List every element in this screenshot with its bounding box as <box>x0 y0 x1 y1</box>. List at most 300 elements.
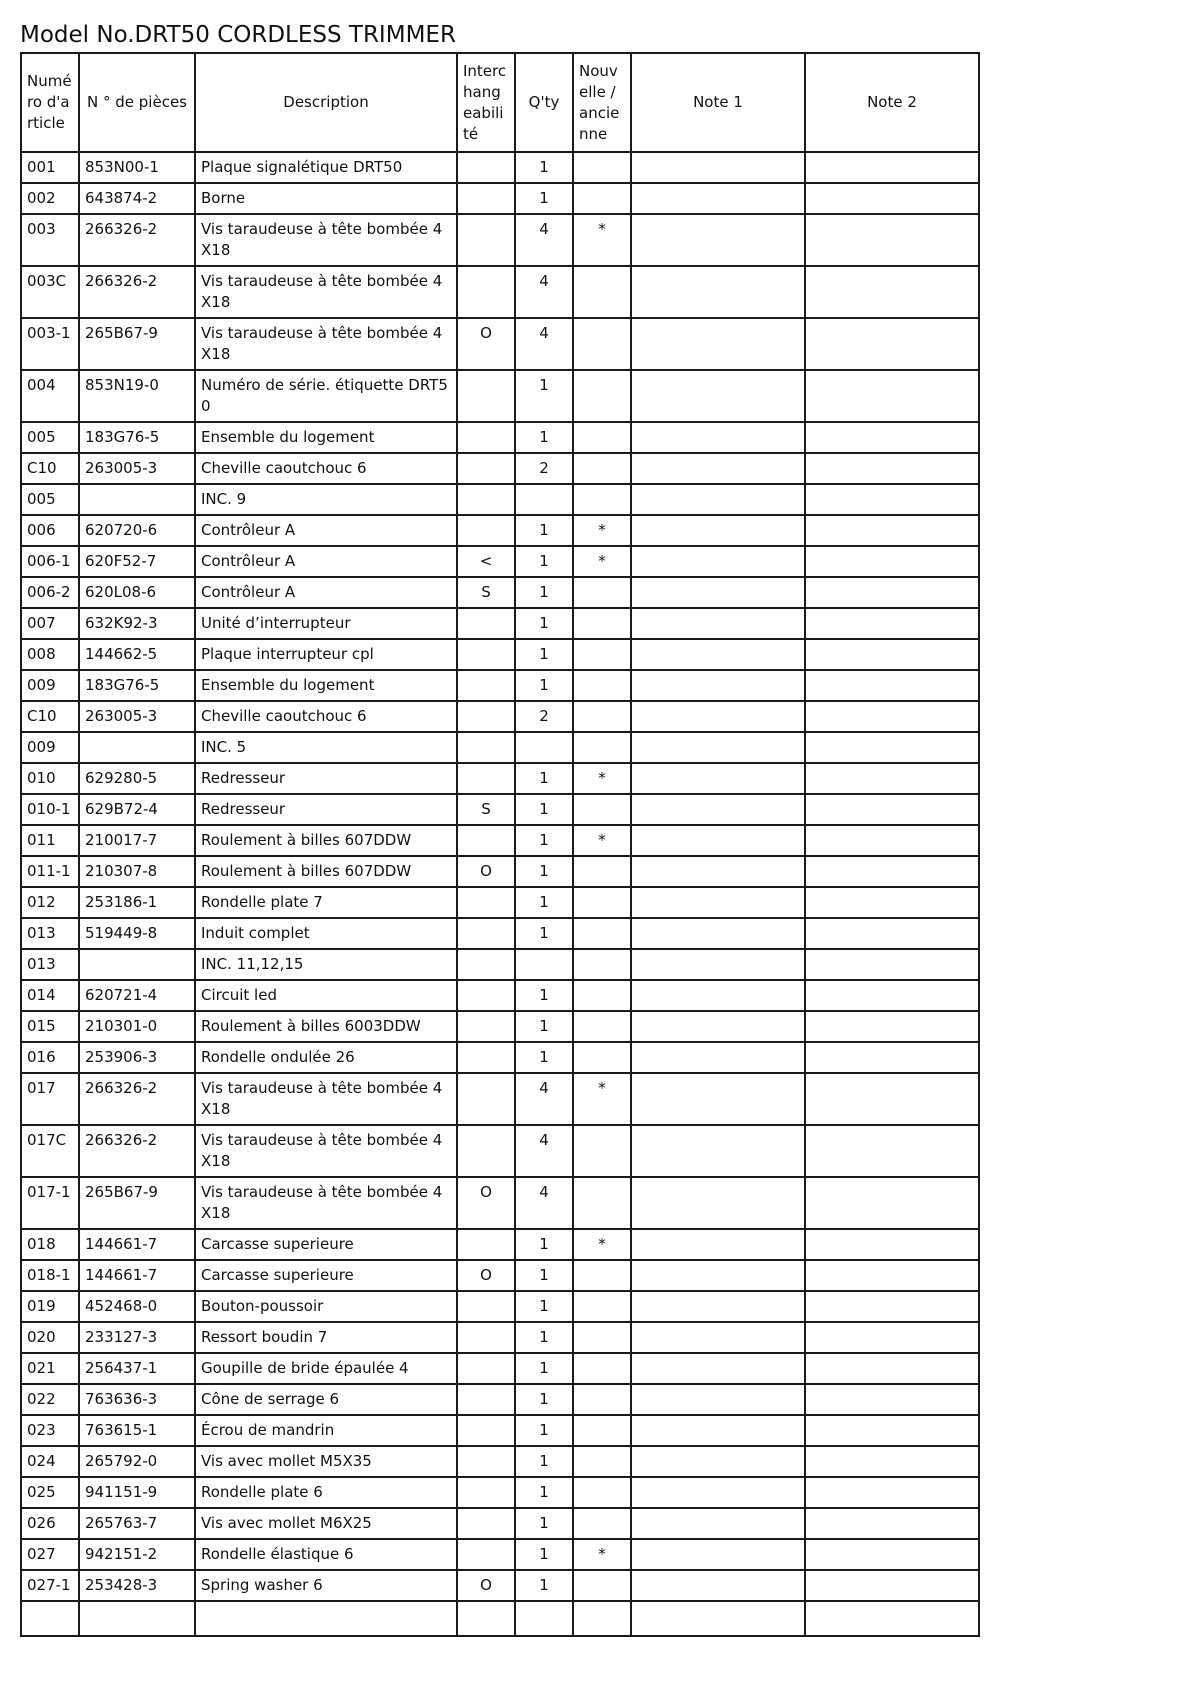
note-1-cell <box>631 1353 805 1384</box>
table-row <box>21 1260 979 1291</box>
table-row <box>21 453 979 484</box>
part-number-cell: 233127-3 <box>79 1322 195 1353</box>
table-row <box>21 608 979 639</box>
new-old-cell <box>573 577 631 608</box>
header-note-1: Note 1 <box>631 53 805 152</box>
part-number-cell: 256437-1 <box>79 1353 195 1384</box>
table-row <box>21 152 979 183</box>
item-number-cell: 023 <box>21 1415 79 1446</box>
table-row <box>21 1570 979 1601</box>
item-number-cell: 019 <box>21 1291 79 1322</box>
new-old-cell <box>573 1477 631 1508</box>
table-row <box>21 1073 979 1125</box>
interchangeability-cell <box>457 214 515 266</box>
item-number-cell: 003 <box>21 214 79 266</box>
interchangeability-cell <box>457 1011 515 1042</box>
part-number-cell <box>79 484 195 515</box>
quantity-cell <box>515 484 573 515</box>
part-number-cell <box>79 732 195 763</box>
item-number-cell: 021 <box>21 1353 79 1384</box>
note-2-cell <box>805 1384 979 1415</box>
note-1-cell <box>631 515 805 546</box>
table-row <box>21 484 979 515</box>
note-1-cell <box>631 732 805 763</box>
table-header-row <box>21 53 979 152</box>
header-new-old: Nouvelle / ancienne <box>573 53 631 152</box>
note-2-cell <box>805 918 979 949</box>
note-1-cell <box>631 370 805 422</box>
note-1-cell <box>631 152 805 183</box>
quantity-cell: 1 <box>515 422 573 453</box>
quantity-cell: 4 <box>515 1177 573 1229</box>
new-old-cell <box>573 639 631 670</box>
table-row <box>21 1477 979 1508</box>
note-2-cell <box>805 1260 979 1291</box>
item-number-cell <box>21 1601 79 1636</box>
interchangeability-cell: O <box>457 1177 515 1229</box>
quantity-cell: 1 <box>515 918 573 949</box>
description-cell: Carcasse superieure <box>195 1260 457 1291</box>
item-number-cell: 013 <box>21 949 79 980</box>
new-old-cell <box>573 1177 631 1229</box>
note-1-cell <box>631 980 805 1011</box>
note-1-cell <box>631 214 805 266</box>
item-number-cell: 012 <box>21 887 79 918</box>
quantity-cell: 1 <box>515 1446 573 1477</box>
note-1-cell <box>631 887 805 918</box>
description-cell: Contrôleur A <box>195 515 457 546</box>
interchangeability-cell <box>457 183 515 214</box>
interchangeability-cell <box>457 1353 515 1384</box>
quantity-cell <box>515 732 573 763</box>
part-number-cell: 266326-2 <box>79 266 195 318</box>
table-row <box>21 732 979 763</box>
table-row <box>21 1125 979 1177</box>
interchangeability-cell <box>457 1322 515 1353</box>
new-old-cell <box>573 1508 631 1539</box>
note-1-cell <box>631 639 805 670</box>
table-row <box>21 794 979 825</box>
table-row <box>21 515 979 546</box>
header-note-2: Note 2 <box>805 53 979 152</box>
description-cell: Rondelle plate 6 <box>195 1477 457 1508</box>
note-2-cell <box>805 980 979 1011</box>
note-1-cell <box>631 546 805 577</box>
description-cell: Plaque signalétique DRT50 <box>195 152 457 183</box>
new-old-cell <box>573 980 631 1011</box>
part-number-cell: 265B67-9 <box>79 318 195 370</box>
new-old-cell: * <box>573 1539 631 1570</box>
quantity-cell: 1 <box>515 1508 573 1539</box>
note-1-cell <box>631 825 805 856</box>
interchangeability-cell <box>457 1384 515 1415</box>
part-number-cell: 265B67-9 <box>79 1177 195 1229</box>
description-cell: Ensemble du logement <box>195 670 457 701</box>
part-number-cell: 620721-4 <box>79 980 195 1011</box>
note-1-cell <box>631 1477 805 1508</box>
interchangeability-cell <box>457 1073 515 1125</box>
quantity-cell: 1 <box>515 183 573 214</box>
item-number-cell: 005 <box>21 484 79 515</box>
new-old-cell <box>573 453 631 484</box>
note-1-cell <box>631 1384 805 1415</box>
interchangeability-cell <box>457 152 515 183</box>
note-1-cell <box>631 1011 805 1042</box>
new-old-cell: * <box>573 515 631 546</box>
item-number-cell: 010 <box>21 763 79 794</box>
note-2-cell <box>805 639 979 670</box>
quantity-cell: 1 <box>515 887 573 918</box>
note-2-cell <box>805 1177 979 1229</box>
quantity-cell: 1 <box>515 1415 573 1446</box>
note-2-cell <box>805 422 979 453</box>
note-2-cell <box>805 1601 979 1636</box>
note-1-cell <box>631 1260 805 1291</box>
quantity-cell: 1 <box>515 763 573 794</box>
new-old-cell <box>573 318 631 370</box>
note-2-cell <box>805 1570 979 1601</box>
new-old-cell: * <box>573 214 631 266</box>
interchangeability-cell: O <box>457 856 515 887</box>
part-number-cell: 144661-7 <box>79 1260 195 1291</box>
header-interchangeability: Interchangeabilité <box>457 53 515 152</box>
quantity-cell: 1 <box>515 670 573 701</box>
description-cell: Borne <box>195 183 457 214</box>
item-number-cell: 013 <box>21 918 79 949</box>
item-number-cell: 006 <box>21 515 79 546</box>
item-number-cell: 002 <box>21 183 79 214</box>
note-2-cell <box>805 152 979 183</box>
interchangeability-cell <box>457 1508 515 1539</box>
document-title: Model No.DRT50 CORDLESS TRIMMER <box>20 22 456 48</box>
item-number-cell: C10 <box>21 701 79 732</box>
item-number-cell: 011 <box>21 825 79 856</box>
part-number-cell: 266326-2 <box>79 1125 195 1177</box>
quantity-cell: 1 <box>515 577 573 608</box>
new-old-cell <box>573 887 631 918</box>
new-old-cell <box>573 608 631 639</box>
item-number-cell: 025 <box>21 1477 79 1508</box>
note-1-cell <box>631 1291 805 1322</box>
interchangeability-cell <box>457 422 515 453</box>
part-number-cell: 144662-5 <box>79 639 195 670</box>
item-number-cell: 014 <box>21 980 79 1011</box>
item-number-cell: 020 <box>21 1322 79 1353</box>
item-number-cell: 017-1 <box>21 1177 79 1229</box>
header-part-no: N ° de pièces <box>79 53 195 152</box>
interchangeability-cell <box>457 1415 515 1446</box>
description-cell: Carcasse superieure <box>195 1229 457 1260</box>
description-cell: Bouton-poussoir <box>195 1291 457 1322</box>
new-old-cell: * <box>573 763 631 794</box>
new-old-cell <box>573 732 631 763</box>
note-1-cell <box>631 1446 805 1477</box>
item-number-cell: 027-1 <box>21 1570 79 1601</box>
table-row <box>21 546 979 577</box>
note-1-cell <box>631 1229 805 1260</box>
interchangeability-cell <box>457 949 515 980</box>
interchangeability-cell <box>457 515 515 546</box>
note-2-cell <box>805 318 979 370</box>
part-number-cell: 253906-3 <box>79 1042 195 1073</box>
note-2-cell <box>805 1477 979 1508</box>
quantity-cell: 1 <box>515 152 573 183</box>
description-cell: INC. 5 <box>195 732 457 763</box>
note-1-cell <box>631 918 805 949</box>
description-cell: Cheville caoutchouc 6 <box>195 701 457 732</box>
quantity-cell: 4 <box>515 214 573 266</box>
part-number-cell: 643874-2 <box>79 183 195 214</box>
description-cell: Écrou de mandrin <box>195 1415 457 1446</box>
item-number-cell: 005 <box>21 422 79 453</box>
part-number-cell: 253186-1 <box>79 887 195 918</box>
note-2-cell <box>805 1229 979 1260</box>
quantity-cell: 1 <box>515 1229 573 1260</box>
quantity-cell: 1 <box>515 1322 573 1353</box>
new-old-cell: * <box>573 546 631 577</box>
note-1-cell <box>631 670 805 701</box>
quantity-cell: 1 <box>515 546 573 577</box>
table-row <box>21 1229 979 1260</box>
part-number-cell: 941151-9 <box>79 1477 195 1508</box>
new-old-cell <box>573 1353 631 1384</box>
new-old-cell <box>573 1415 631 1446</box>
part-number-cell: 620720-6 <box>79 515 195 546</box>
description-cell: Contrôleur A <box>195 546 457 577</box>
note-2-cell <box>805 577 979 608</box>
note-1-cell <box>631 183 805 214</box>
interchangeability-cell <box>457 980 515 1011</box>
description-cell: Vis taraudeuse à tête bombée 4X18 <box>195 1177 457 1229</box>
note-1-cell <box>631 608 805 639</box>
note-1-cell <box>631 794 805 825</box>
quantity-cell: 1 <box>515 515 573 546</box>
note-2-cell <box>805 1508 979 1539</box>
table-row <box>21 1539 979 1570</box>
table-row <box>21 1415 979 1446</box>
interchangeability-cell <box>457 1477 515 1508</box>
note-2-cell <box>805 701 979 732</box>
note-1-cell <box>631 1539 805 1570</box>
new-old-cell <box>573 1384 631 1415</box>
new-old-cell <box>573 701 631 732</box>
new-old-cell <box>573 1011 631 1042</box>
item-number-cell: 008 <box>21 639 79 670</box>
interchangeability-cell <box>457 887 515 918</box>
note-1-cell <box>631 1177 805 1229</box>
interchangeability-cell <box>457 918 515 949</box>
quantity-cell: 1 <box>515 608 573 639</box>
new-old-cell <box>573 918 631 949</box>
quantity-cell: 4 <box>515 1073 573 1125</box>
quantity-cell: 4 <box>515 266 573 318</box>
part-number-cell: 253428-3 <box>79 1570 195 1601</box>
note-2-cell <box>805 183 979 214</box>
part-number-cell: 183G76-5 <box>79 670 195 701</box>
new-old-cell <box>573 1446 631 1477</box>
note-1-cell <box>631 1415 805 1446</box>
table-row <box>21 1353 979 1384</box>
item-number-cell: 006-2 <box>21 577 79 608</box>
interchangeability-cell <box>457 825 515 856</box>
part-number-cell: 853N00-1 <box>79 152 195 183</box>
quantity-cell: 1 <box>515 639 573 670</box>
interchangeability-cell <box>457 484 515 515</box>
table-row <box>21 949 979 980</box>
note-2-cell <box>805 214 979 266</box>
part-number-cell: 629B72-4 <box>79 794 195 825</box>
description-cell: Roulement à billes 6003DDW <box>195 1011 457 1042</box>
new-old-cell <box>573 152 631 183</box>
new-old-cell <box>573 949 631 980</box>
quantity-cell <box>515 949 573 980</box>
note-1-cell <box>631 856 805 887</box>
table-row <box>21 422 979 453</box>
item-number-cell: 017 <box>21 1073 79 1125</box>
table-row <box>21 1177 979 1229</box>
quantity-cell: 1 <box>515 980 573 1011</box>
item-number-cell: 024 <box>21 1446 79 1477</box>
part-number-cell: 210017-7 <box>79 825 195 856</box>
note-2-cell <box>805 484 979 515</box>
note-2-cell <box>805 1011 979 1042</box>
note-1-cell <box>631 763 805 794</box>
table-row <box>21 1508 979 1539</box>
description-cell: Numéro de série. étiquette DRT50 <box>195 370 457 422</box>
interchangeability-cell <box>457 1446 515 1477</box>
description-cell: Roulement à billes 607DDW <box>195 856 457 887</box>
note-2-cell <box>805 608 979 639</box>
description-cell: Cheville caoutchouc 6 <box>195 453 457 484</box>
note-2-cell <box>805 266 979 318</box>
item-number-cell: 017C <box>21 1125 79 1177</box>
quantity-cell: 1 <box>515 856 573 887</box>
quantity-cell: 1 <box>515 1539 573 1570</box>
item-number-cell: C10 <box>21 453 79 484</box>
interchangeability-cell <box>457 1601 515 1636</box>
interchangeability-cell: S <box>457 794 515 825</box>
note-1-cell <box>631 1570 805 1601</box>
note-2-cell <box>805 1125 979 1177</box>
note-2-cell <box>805 515 979 546</box>
note-1-cell <box>631 422 805 453</box>
description-cell: Vis taraudeuse à tête bombée 4X18 <box>195 1073 457 1125</box>
interchangeability-cell: < <box>457 546 515 577</box>
quantity-cell: 1 <box>515 1384 573 1415</box>
interchangeability-cell <box>457 1539 515 1570</box>
part-number-cell: 263005-3 <box>79 701 195 732</box>
quantity-cell: 1 <box>515 1477 573 1508</box>
part-number-cell: 265792-0 <box>79 1446 195 1477</box>
item-number-cell: 009 <box>21 732 79 763</box>
note-2-cell <box>805 1415 979 1446</box>
part-number-cell: 519449-8 <box>79 918 195 949</box>
interchangeability-cell <box>457 701 515 732</box>
part-number-cell: 144661-7 <box>79 1229 195 1260</box>
interchangeability-cell <box>457 370 515 422</box>
table-row <box>21 266 979 318</box>
part-number-cell: 620L08-6 <box>79 577 195 608</box>
description-cell: Vis avec mollet M5X35 <box>195 1446 457 1477</box>
part-number-cell: 266326-2 <box>79 1073 195 1125</box>
table-row <box>21 1446 979 1477</box>
new-old-cell <box>573 183 631 214</box>
description-cell: Vis taraudeuse à tête bombée 4X18 <box>195 318 457 370</box>
part-number-cell: 183G76-5 <box>79 422 195 453</box>
new-old-cell <box>573 1260 631 1291</box>
description-cell: Rondelle plate 7 <box>195 887 457 918</box>
table-row <box>21 1042 979 1073</box>
header-item-no: Numéro d'article <box>21 53 79 152</box>
table-row <box>21 639 979 670</box>
item-number-cell: 011-1 <box>21 856 79 887</box>
description-cell: Redresseur <box>195 763 457 794</box>
note-2-cell <box>805 887 979 918</box>
note-2-cell <box>805 1073 979 1125</box>
table-row <box>21 370 979 422</box>
note-1-cell <box>631 1601 805 1636</box>
quantity-cell: 1 <box>515 1291 573 1322</box>
description-cell: Vis taraudeuse à tête bombée 4X18 <box>195 214 457 266</box>
table-row <box>21 1011 979 1042</box>
quantity-cell: 1 <box>515 825 573 856</box>
interchangeability-cell: O <box>457 1260 515 1291</box>
quantity-cell: 1 <box>515 1570 573 1601</box>
description-cell: Vis taraudeuse à tête bombée 4X18 <box>195 1125 457 1177</box>
table-row <box>21 825 979 856</box>
description-cell: Roulement à billes 607DDW <box>195 825 457 856</box>
note-2-cell <box>805 670 979 701</box>
new-old-cell <box>573 856 631 887</box>
description-cell: Ressort boudin 7 <box>195 1322 457 1353</box>
new-old-cell: * <box>573 1073 631 1125</box>
item-number-cell: 003-1 <box>21 318 79 370</box>
item-number-cell: 001 <box>21 152 79 183</box>
part-number-cell: 210307-8 <box>79 856 195 887</box>
table-row <box>21 318 979 370</box>
part-number-cell: 210301-0 <box>79 1011 195 1042</box>
interchangeability-cell <box>457 1291 515 1322</box>
new-old-cell: * <box>573 1229 631 1260</box>
part-number-cell: 763615-1 <box>79 1415 195 1446</box>
quantity-cell: 2 <box>515 701 573 732</box>
interchangeability-cell <box>457 732 515 763</box>
interchangeability-cell <box>457 763 515 794</box>
table-row <box>21 1322 979 1353</box>
item-number-cell: 015 <box>21 1011 79 1042</box>
part-number-cell: 629280-5 <box>79 763 195 794</box>
item-number-cell: 004 <box>21 370 79 422</box>
item-number-cell: 027 <box>21 1539 79 1570</box>
table-row <box>21 183 979 214</box>
note-1-cell <box>631 1508 805 1539</box>
note-2-cell <box>805 732 979 763</box>
quantity-cell <box>515 1601 573 1636</box>
quantity-cell: 2 <box>515 453 573 484</box>
note-1-cell <box>631 1125 805 1177</box>
quantity-cell: 1 <box>515 1042 573 1073</box>
note-2-cell <box>805 794 979 825</box>
new-old-cell <box>573 1601 631 1636</box>
interchangeability-cell <box>457 1229 515 1260</box>
item-number-cell: 010-1 <box>21 794 79 825</box>
quantity-cell: 1 <box>515 1353 573 1384</box>
note-2-cell <box>805 1042 979 1073</box>
table-row <box>21 214 979 266</box>
description-cell: Goupille de bride épaulée 4 <box>195 1353 457 1384</box>
new-old-cell <box>573 266 631 318</box>
note-2-cell <box>805 1353 979 1384</box>
